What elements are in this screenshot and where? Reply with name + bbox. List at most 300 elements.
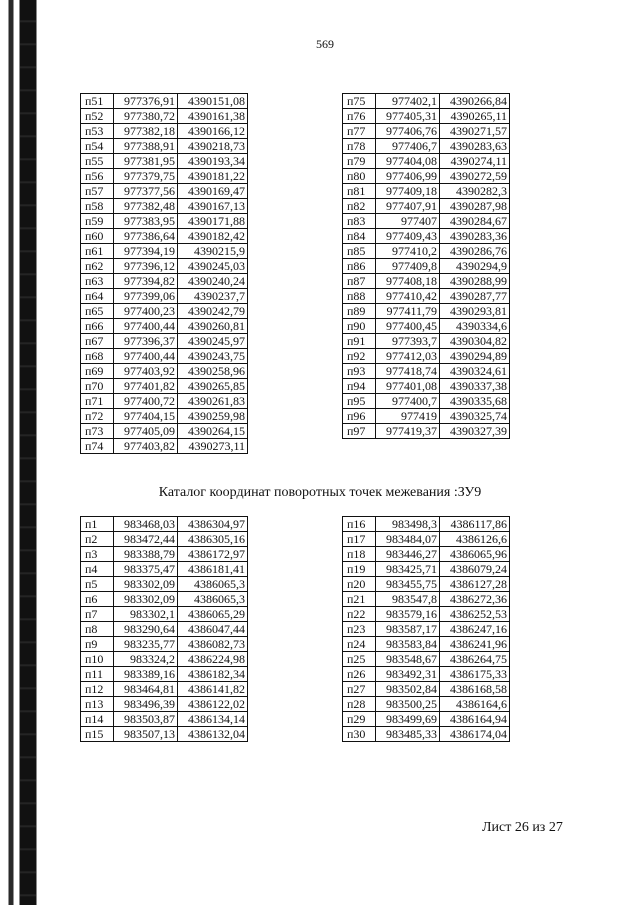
y-coordinate-cell: 4386122,02 (178, 697, 248, 712)
y-coordinate-cell: 4390294,89 (440, 349, 510, 364)
x-coordinate-cell: 983235,77 (114, 637, 178, 652)
scan-binding-edge (0, 0, 40, 905)
x-coordinate-cell: 977400,44 (114, 319, 178, 334)
table-row (343, 562, 510, 577)
table-row (81, 637, 248, 652)
table-row (343, 409, 510, 424)
y-coordinate-cell: 4390264,15 (178, 424, 248, 439)
x-coordinate-cell: 983484,07 (376, 532, 440, 547)
point-id-cell: п52 (81, 109, 114, 124)
point-id-cell: п59 (81, 214, 114, 229)
y-coordinate-cell: 4390335,68 (440, 394, 510, 409)
table-row (81, 517, 248, 532)
point-id-cell: п1 (81, 517, 114, 532)
point-id-cell: п92 (343, 349, 376, 364)
x-coordinate-cell: 977409,43 (376, 229, 440, 244)
x-coordinate-cell: 983548,67 (376, 652, 440, 667)
y-coordinate-cell: 4390166,12 (178, 124, 248, 139)
point-id-cell: п6 (81, 592, 114, 607)
x-coordinate-cell: 977418,74 (376, 364, 440, 379)
y-coordinate-cell: 4390193,34 (178, 154, 248, 169)
point-id-cell: п60 (81, 229, 114, 244)
table-row (81, 289, 248, 304)
table-row (81, 652, 248, 667)
coordinates-table (342, 93, 510, 439)
x-coordinate-cell: 977400,45 (376, 319, 440, 334)
y-coordinate-cell: 4390261,83 (178, 394, 248, 409)
point-id-cell: п18 (343, 547, 376, 562)
table-row (343, 319, 510, 334)
table-row (343, 592, 510, 607)
y-coordinate-cell: 4390237,7 (178, 289, 248, 304)
x-coordinate-cell: 977379,75 (114, 169, 178, 184)
x-coordinate-cell: 977400,72 (114, 394, 178, 409)
y-coordinate-cell: 4386134,14 (178, 712, 248, 727)
x-coordinate-cell: 983302,1 (114, 607, 178, 622)
point-id-cell: п56 (81, 169, 114, 184)
point-id-cell: п2 (81, 532, 114, 547)
x-coordinate-cell: 977404,08 (376, 154, 440, 169)
table-row (81, 547, 248, 562)
y-coordinate-cell: 4386224,98 (178, 652, 248, 667)
table-row (343, 394, 510, 409)
x-coordinate-cell: 977406,99 (376, 169, 440, 184)
point-id-cell: п71 (81, 394, 114, 409)
y-coordinate-cell: 4390334,6 (440, 319, 510, 334)
x-coordinate-cell: 983583,84 (376, 637, 440, 652)
point-id-cell: п24 (343, 637, 376, 652)
point-id-cell: п19 (343, 562, 376, 577)
point-id-cell: п86 (343, 259, 376, 274)
x-coordinate-cell: 977393,7 (376, 334, 440, 349)
x-coordinate-cell: 977405,31 (376, 109, 440, 124)
x-coordinate-cell: 983502,84 (376, 682, 440, 697)
x-coordinate-cell: 977383,95 (114, 214, 178, 229)
y-coordinate-cell: 4386141,82 (178, 682, 248, 697)
table-row (81, 184, 248, 199)
x-coordinate-cell: 977408,18 (376, 274, 440, 289)
x-coordinate-cell: 977406,7 (376, 139, 440, 154)
x-coordinate-cell: 983499,69 (376, 712, 440, 727)
point-id-cell: п26 (343, 667, 376, 682)
y-coordinate-cell: 4386082,73 (178, 637, 248, 652)
x-coordinate-cell: 983496,39 (114, 697, 178, 712)
y-coordinate-cell: 4390274,11 (440, 154, 510, 169)
point-id-cell: п87 (343, 274, 376, 289)
table-row (81, 697, 248, 712)
table-row (81, 199, 248, 214)
table-row (343, 517, 510, 532)
x-coordinate-cell: 977394,82 (114, 274, 178, 289)
y-coordinate-cell: 4386252,53 (440, 607, 510, 622)
x-coordinate-cell: 977376,91 (114, 94, 178, 109)
y-coordinate-cell: 4390286,76 (440, 244, 510, 259)
y-coordinate-cell: 4386272,36 (440, 592, 510, 607)
x-coordinate-cell: 983389,16 (114, 667, 178, 682)
table-row (81, 592, 248, 607)
table-row (81, 94, 248, 109)
x-coordinate-cell: 983485,33 (376, 727, 440, 742)
point-id-cell: п82 (343, 199, 376, 214)
table-row (343, 424, 510, 439)
table-row (343, 139, 510, 154)
x-coordinate-cell: 977396,12 (114, 259, 178, 274)
x-coordinate-cell: 977394,19 (114, 244, 178, 259)
point-id-cell: п75 (343, 94, 376, 109)
x-coordinate-cell: 977419,37 (376, 424, 440, 439)
table-row (81, 607, 248, 622)
x-coordinate-cell: 977406,76 (376, 124, 440, 139)
x-coordinate-cell: 983492,31 (376, 667, 440, 682)
sheet-footer: Лист 26 из 27 (482, 820, 563, 835)
point-id-cell: п4 (81, 562, 114, 577)
y-coordinate-cell: 4390243,75 (178, 349, 248, 364)
table-row (81, 274, 248, 289)
x-coordinate-cell: 977410,2 (376, 244, 440, 259)
table-row (81, 727, 248, 742)
point-id-cell: п28 (343, 697, 376, 712)
point-id-cell: п57 (81, 184, 114, 199)
table-row (81, 139, 248, 154)
point-id-cell: п11 (81, 667, 114, 682)
table-row (343, 577, 510, 592)
table-row (343, 244, 510, 259)
point-id-cell: п65 (81, 304, 114, 319)
y-coordinate-cell: 4390181,22 (178, 169, 248, 184)
table-row (81, 109, 248, 124)
x-coordinate-cell: 977377,56 (114, 184, 178, 199)
y-coordinate-cell: 4390215,9 (178, 244, 248, 259)
point-id-cell: п63 (81, 274, 114, 289)
x-coordinate-cell: 977401,82 (114, 379, 178, 394)
table-row (343, 124, 510, 139)
point-id-cell: п70 (81, 379, 114, 394)
y-coordinate-cell: 4386127,28 (440, 577, 510, 592)
point-id-cell: п51 (81, 94, 114, 109)
y-coordinate-cell: 4390182,42 (178, 229, 248, 244)
table-row (81, 334, 248, 349)
table-row (81, 244, 248, 259)
point-id-cell: п77 (343, 124, 376, 139)
y-coordinate-cell: 4386241,96 (440, 637, 510, 652)
table-row (81, 682, 248, 697)
point-id-cell: п85 (343, 244, 376, 259)
y-coordinate-cell: 4390171,88 (178, 214, 248, 229)
y-coordinate-cell: 4390293,81 (440, 304, 510, 319)
y-coordinate-cell: 4390218,73 (178, 139, 248, 154)
point-id-cell: п23 (343, 622, 376, 637)
x-coordinate-cell: 977396,37 (114, 334, 178, 349)
x-coordinate-cell: 977382,48 (114, 199, 178, 214)
point-id-cell: п10 (81, 652, 114, 667)
x-coordinate-cell: 983388,79 (114, 547, 178, 562)
table-row (81, 577, 248, 592)
point-id-cell: п3 (81, 547, 114, 562)
y-coordinate-cell: 4386247,16 (440, 622, 510, 637)
y-coordinate-cell: 4390327,39 (440, 424, 510, 439)
point-id-cell: п97 (343, 424, 376, 439)
point-id-cell: п55 (81, 154, 114, 169)
table-row (343, 334, 510, 349)
point-id-cell: п27 (343, 682, 376, 697)
y-coordinate-cell: 4386168,58 (440, 682, 510, 697)
x-coordinate-cell: 977412,03 (376, 349, 440, 364)
y-coordinate-cell: 4390151,08 (178, 94, 248, 109)
y-coordinate-cell: 4390282,3 (440, 184, 510, 199)
x-coordinate-cell: 977382,18 (114, 124, 178, 139)
table-row (81, 154, 248, 169)
x-coordinate-cell: 977410,42 (376, 289, 440, 304)
table-row (343, 622, 510, 637)
x-coordinate-cell: 977411,79 (376, 304, 440, 319)
x-coordinate-cell: 983468,03 (114, 517, 178, 532)
y-coordinate-cell: 4386172,97 (178, 547, 248, 562)
point-id-cell: п95 (343, 394, 376, 409)
y-coordinate-cell: 4390240,24 (178, 274, 248, 289)
table-row (343, 229, 510, 244)
point-id-cell: п76 (343, 109, 376, 124)
table-row (343, 199, 510, 214)
table-row (81, 214, 248, 229)
table-row (81, 439, 248, 454)
table-row (81, 169, 248, 184)
point-id-cell: п69 (81, 364, 114, 379)
point-id-cell: п53 (81, 124, 114, 139)
y-coordinate-cell: 4386065,96 (440, 547, 510, 562)
y-coordinate-cell: 4390283,63 (440, 139, 510, 154)
table-row (81, 424, 248, 439)
point-id-cell: п80 (343, 169, 376, 184)
y-coordinate-cell: 4390273,11 (178, 439, 248, 454)
coordinates-table (342, 516, 510, 742)
y-coordinate-cell: 4386264,75 (440, 652, 510, 667)
x-coordinate-cell: 977407 (376, 214, 440, 229)
y-coordinate-cell: 4390272,59 (440, 169, 510, 184)
y-coordinate-cell: 4390287,98 (440, 199, 510, 214)
table-row (81, 319, 248, 334)
y-coordinate-cell: 4390259,98 (178, 409, 248, 424)
x-coordinate-cell: 977388,91 (114, 139, 178, 154)
x-coordinate-cell: 983464,81 (114, 682, 178, 697)
coordinates-table (80, 93, 248, 454)
y-coordinate-cell: 4386305,16 (178, 532, 248, 547)
y-coordinate-cell: 4390245,03 (178, 259, 248, 274)
x-coordinate-cell: 983503,87 (114, 712, 178, 727)
table-row (343, 289, 510, 304)
y-coordinate-cell: 4390325,74 (440, 409, 510, 424)
point-id-cell: п25 (343, 652, 376, 667)
y-coordinate-cell: 4390169,47 (178, 184, 248, 199)
point-id-cell: п89 (343, 304, 376, 319)
x-coordinate-cell: 977380,72 (114, 109, 178, 124)
point-id-cell: п16 (343, 517, 376, 532)
point-id-cell: п91 (343, 334, 376, 349)
table-row (343, 727, 510, 742)
x-coordinate-cell: 977400,44 (114, 349, 178, 364)
table-row (81, 349, 248, 364)
y-coordinate-cell: 4390161,38 (178, 109, 248, 124)
point-id-cell: п21 (343, 592, 376, 607)
x-coordinate-cell: 983290,64 (114, 622, 178, 637)
y-coordinate-cell: 4386174,04 (440, 727, 510, 742)
page-number: 569 (316, 37, 334, 51)
coordinates-table (80, 516, 248, 742)
point-id-cell: п5 (81, 577, 114, 592)
point-id-cell: п88 (343, 289, 376, 304)
point-id-cell: п17 (343, 532, 376, 547)
x-coordinate-cell: 983302,09 (114, 592, 178, 607)
table-row (343, 547, 510, 562)
point-id-cell: п62 (81, 259, 114, 274)
point-id-cell: п74 (81, 439, 114, 454)
table-row (343, 667, 510, 682)
point-id-cell: п84 (343, 229, 376, 244)
point-id-cell: п94 (343, 379, 376, 394)
x-coordinate-cell: 977381,95 (114, 154, 178, 169)
x-coordinate-cell: 983375,47 (114, 562, 178, 577)
point-id-cell: п13 (81, 697, 114, 712)
table-row (81, 259, 248, 274)
table-row (81, 364, 248, 379)
y-coordinate-cell: 4386047,44 (178, 622, 248, 637)
y-coordinate-cell: 4386117,86 (440, 517, 510, 532)
table-row (343, 607, 510, 622)
y-coordinate-cell: 4386164,94 (440, 712, 510, 727)
y-coordinate-cell: 4390287,77 (440, 289, 510, 304)
table-row (343, 682, 510, 697)
y-coordinate-cell: 4386182,34 (178, 667, 248, 682)
y-coordinate-cell: 4390258,96 (178, 364, 248, 379)
x-coordinate-cell: 977402,1 (376, 94, 440, 109)
y-coordinate-cell: 4386065,3 (178, 592, 248, 607)
table-row (343, 349, 510, 364)
y-coordinate-cell: 4390283,36 (440, 229, 510, 244)
y-coordinate-cell: 4390265,85 (178, 379, 248, 394)
table-row (343, 532, 510, 547)
table-row (81, 532, 248, 547)
point-id-cell: п7 (81, 607, 114, 622)
x-coordinate-cell: 983500,25 (376, 697, 440, 712)
y-coordinate-cell: 4386126,6 (440, 532, 510, 547)
x-coordinate-cell: 977409,18 (376, 184, 440, 199)
x-coordinate-cell: 977404,15 (114, 409, 178, 424)
y-coordinate-cell: 4390242,79 (178, 304, 248, 319)
point-id-cell: п90 (343, 319, 376, 334)
x-coordinate-cell: 983324,2 (114, 652, 178, 667)
point-id-cell: п66 (81, 319, 114, 334)
y-coordinate-cell: 4390265,11 (440, 109, 510, 124)
point-id-cell: п12 (81, 682, 114, 697)
table-row (343, 169, 510, 184)
x-coordinate-cell: 983498,3 (376, 517, 440, 532)
point-id-cell: п58 (81, 199, 114, 214)
x-coordinate-cell: 983587,17 (376, 622, 440, 637)
point-id-cell: п79 (343, 154, 376, 169)
table-row (81, 394, 248, 409)
x-coordinate-cell: 977405,09 (114, 424, 178, 439)
x-coordinate-cell: 977403,82 (114, 439, 178, 454)
x-coordinate-cell: 977386,64 (114, 229, 178, 244)
y-coordinate-cell: 4390167,13 (178, 199, 248, 214)
x-coordinate-cell: 983472,44 (114, 532, 178, 547)
x-coordinate-cell: 977400,7 (376, 394, 440, 409)
x-coordinate-cell: 983455,75 (376, 577, 440, 592)
table-row (343, 94, 510, 109)
point-id-cell: п64 (81, 289, 114, 304)
x-coordinate-cell: 977409,8 (376, 259, 440, 274)
point-id-cell: п20 (343, 577, 376, 592)
x-coordinate-cell: 977401,08 (376, 379, 440, 394)
point-id-cell: п73 (81, 424, 114, 439)
point-id-cell: п54 (81, 139, 114, 154)
y-coordinate-cell: 4386304,97 (178, 517, 248, 532)
x-coordinate-cell: 983302,09 (114, 577, 178, 592)
table-row (81, 712, 248, 727)
table-row (81, 379, 248, 394)
table-row (343, 697, 510, 712)
y-coordinate-cell: 4390284,67 (440, 214, 510, 229)
table-row (343, 364, 510, 379)
point-id-cell: п14 (81, 712, 114, 727)
table-row (343, 652, 510, 667)
point-id-cell: п81 (343, 184, 376, 199)
table-row (343, 304, 510, 319)
y-coordinate-cell: 4390245,97 (178, 334, 248, 349)
table-row (81, 304, 248, 319)
x-coordinate-cell: 977403,92 (114, 364, 178, 379)
y-coordinate-cell: 4390294,9 (440, 259, 510, 274)
catalog-title: Каталог координат поворотных точек межевания :ЗУ9 (158, 485, 482, 500)
y-coordinate-cell: 4390288,99 (440, 274, 510, 289)
x-coordinate-cell: 977400,23 (114, 304, 178, 319)
point-id-cell: п29 (343, 712, 376, 727)
table-row (81, 667, 248, 682)
table-row (81, 562, 248, 577)
table-row (81, 409, 248, 424)
y-coordinate-cell: 4390324,61 (440, 364, 510, 379)
y-coordinate-cell: 4386164,6 (440, 697, 510, 712)
table-row (81, 229, 248, 244)
y-coordinate-cell: 4390260,81 (178, 319, 248, 334)
table-row (343, 154, 510, 169)
point-id-cell: п61 (81, 244, 114, 259)
point-id-cell: п68 (81, 349, 114, 364)
y-coordinate-cell: 4390304,82 (440, 334, 510, 349)
y-coordinate-cell: 4386132,04 (178, 727, 248, 742)
point-id-cell: п30 (343, 727, 376, 742)
point-id-cell: п78 (343, 139, 376, 154)
y-coordinate-cell: 4390337,38 (440, 379, 510, 394)
x-coordinate-cell: 983446,27 (376, 547, 440, 562)
point-id-cell: п93 (343, 364, 376, 379)
table-row (343, 184, 510, 199)
point-id-cell: п8 (81, 622, 114, 637)
point-id-cell: п72 (81, 409, 114, 424)
y-coordinate-cell: 4386181,41 (178, 562, 248, 577)
x-coordinate-cell: 977399,06 (114, 289, 178, 304)
y-coordinate-cell: 4390266,84 (440, 94, 510, 109)
y-coordinate-cell: 4386175,33 (440, 667, 510, 682)
x-coordinate-cell: 983579,16 (376, 607, 440, 622)
point-id-cell: п96 (343, 409, 376, 424)
table-row (81, 124, 248, 139)
point-id-cell: п83 (343, 214, 376, 229)
point-id-cell: п15 (81, 727, 114, 742)
table-row (343, 712, 510, 727)
point-id-cell: п9 (81, 637, 114, 652)
x-coordinate-cell: 983547,8 (376, 592, 440, 607)
table-row (81, 622, 248, 637)
